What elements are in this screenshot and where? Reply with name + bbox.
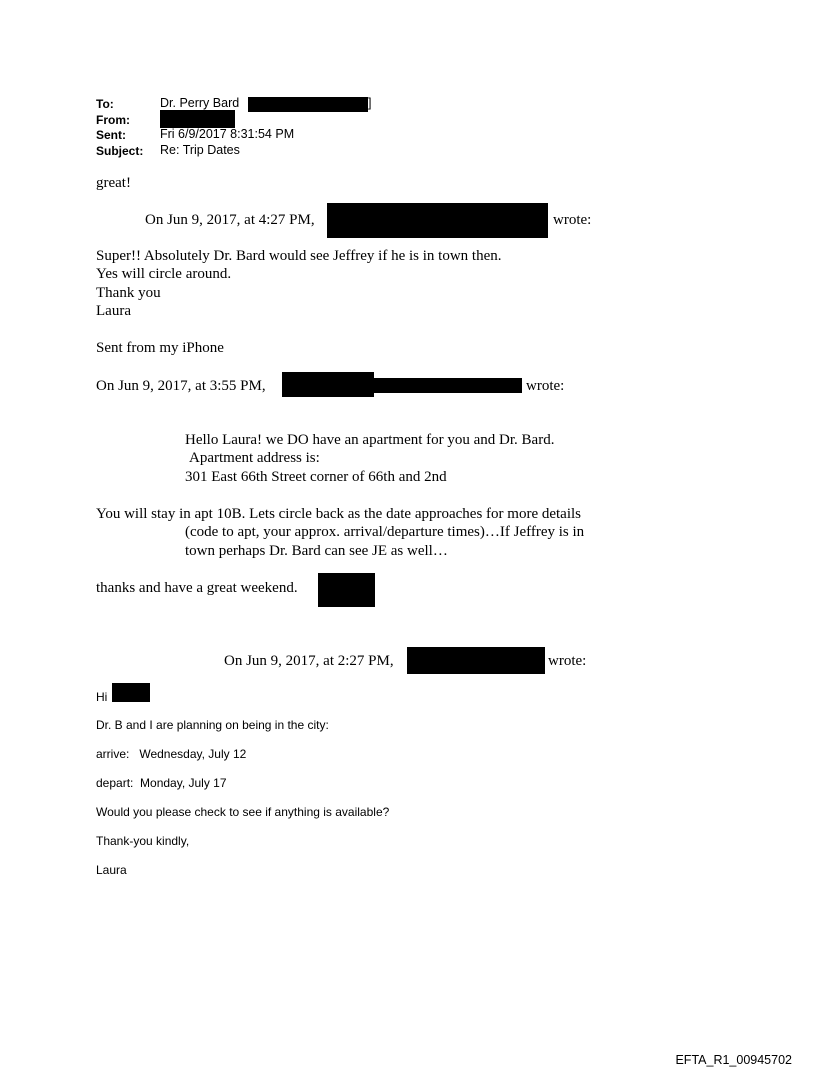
quote1-line: Laura [96, 303, 131, 319]
to-bracket: ] [368, 96, 372, 110]
redaction-quote1-sender [327, 203, 548, 238]
quote1-line: Yes will circle around. [96, 266, 232, 282]
quote3-line: arrive: Wednesday, July 12 [96, 747, 247, 761]
document-id: EFTA_R1_00945702 [675, 1053, 792, 1067]
quote1-attribution-prefix: On Jun 9, 2017, at 4:27 PM, [145, 212, 315, 228]
quote3-line: Dr. B and I are planning on being in the city: [96, 718, 329, 732]
quote1-attribution-suffix: wrote: [553, 212, 592, 228]
redaction-quote2-sender-b [374, 378, 522, 393]
from-label: From: [96, 113, 130, 127]
sent-label: Sent: [96, 128, 126, 142]
quote2-indented-line: Hello Laura! we DO have an apartment for you and Dr. Bard. [185, 432, 555, 448]
quote2-attribution-suffix: wrote: [526, 378, 565, 394]
quote3-attribution-suffix: wrote: [548, 653, 587, 669]
to-value: Dr. Perry Bard [160, 96, 240, 110]
quote1-line: Thank you [96, 285, 161, 301]
subject-value: Re: Trip Dates [160, 143, 240, 157]
redaction-quote2-sender-a [282, 372, 374, 397]
quote3-line: Would you please check to see if anything is available? [96, 805, 390, 819]
redaction-quote2-signoff [318, 573, 375, 607]
quote3-line: Thank-you kindly, [96, 834, 190, 848]
quote2-closing: thanks and have a great weekend. [96, 580, 298, 596]
quote2-indented-line: Apartment address is: [189, 450, 320, 466]
quote1-line: Super!! Absolutely Dr. Bard would see Jeffrey if he is in town then. [96, 248, 502, 264]
quote3-line: depart: Monday, July 17 [96, 776, 227, 790]
quote3-line: Laura [96, 863, 127, 877]
quote2-indented-line: 301 East 66th Street corner of 66th and 2nd [185, 469, 447, 485]
quote2-paragraph-first: You will stay in apt 10B. Lets circle back as the date approaches for more details [96, 506, 582, 522]
redaction-quote3-sender [407, 647, 545, 674]
redaction-from [160, 110, 235, 128]
redaction-quote3-greeting-name [112, 683, 150, 702]
to-label: To: [96, 97, 114, 111]
quote3-greeting: Hi [96, 690, 108, 704]
redaction-to-email [248, 97, 368, 112]
quote2-paragraph-line: (code to apt, your approx. arrival/departure times)…If Jeffrey is in [185, 524, 585, 540]
quote3-attribution-prefix: On Jun 9, 2017, at 2:27 PM, [224, 653, 394, 669]
reply-body: great! [96, 175, 131, 191]
quote2-attribution-prefix: On Jun 9, 2017, at 3:55 PM, [96, 378, 266, 394]
quote2-paragraph-line: town perhaps Dr. Bard can see JE as well… [185, 543, 448, 559]
sent-value: Fri 6/9/2017 8:31:54 PM [160, 127, 295, 141]
quote1-signature: Sent from my iPhone [96, 340, 224, 356]
subject-label: Subject: [96, 144, 144, 158]
